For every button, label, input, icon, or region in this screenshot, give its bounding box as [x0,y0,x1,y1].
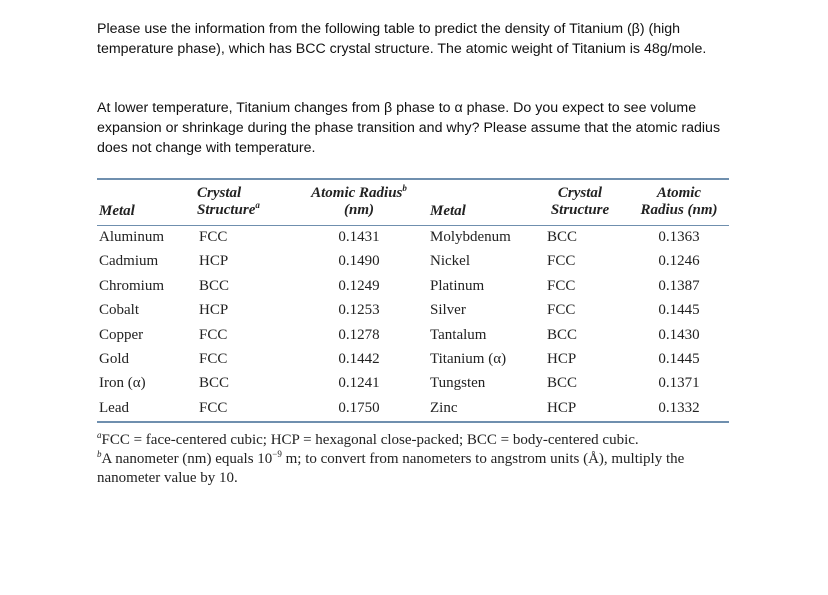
cell-atomic-radius-right: 0.1371 [658,375,700,392]
atomic-radius-table [97,178,729,423]
cell-crystal-structure: FCC [199,326,228,343]
cell-crystal-structure-right: HCP [547,350,577,367]
question-paragraph-2: At lower temperature, Titanium changes from β phase to α phase. Do you expect to see volume expansion or shrinkage during the phase transition and why? Please assume that the atomic radius does not change with temperature. [97,100,721,156]
table-row [97,372,729,396]
cell-metal-right: Tungsten [430,375,486,392]
cell-metal-right: Molybdenum [430,229,511,245]
cell-atomic-radius: 0.1249 [338,277,380,294]
table-body [97,226,729,421]
table-bottom-rule [97,421,729,423]
cell-crystal-structure-right: BCC [547,229,578,245]
table-row [97,250,729,274]
cell-crystal-structure: BCC [199,277,230,294]
cell-atomic-radius: 0.1241 [338,375,380,392]
cell-crystal-structure-right: FCC [547,302,576,319]
cell-atomic-radius: 0.1253 [338,302,380,319]
header-crystal-structure: Crystal Structure$^a$ [197,185,260,218]
cell-crystal-structure-right: FCC [547,253,576,270]
table-footnotes [97,431,747,488]
cell-atomic-radius-right: 0.1246 [658,253,700,270]
cell-atomic-radius: 0.1442 [338,350,380,367]
cell-crystal-structure: FCC [199,350,228,367]
cell-crystal-structure-right: FCC [547,277,576,294]
cell-atomic-radius-right: 0.1445 [658,350,700,367]
cell-metal: Copper [99,326,144,343]
question-paragraph-1: Please use the information from the following table to predict the density of Titanium (β) (high temperature phase), which has BCC crystal structure. The atomic weight of Titanium is 48g/mole. [97,21,707,57]
cell-metal: Iron (α) [99,375,146,392]
cell-metal-right: Silver [430,302,466,319]
table-header [97,180,729,225]
cell-atomic-radius: 0.1750 [338,399,380,416]
cell-metal-right: Zinc [430,399,458,416]
cell-metal: Cadmium [99,253,159,270]
table-row [97,275,729,299]
footnote-a: $^a$FCC = face-centered cubic; HCP = hexagonal close-packed; BCC = body-centered cubic. [97,430,639,448]
cell-atomic-radius: 0.1431 [338,229,380,245]
table-row [97,324,729,348]
header-atomic-radius: Atomic Radius$^b$ (nm) [311,183,407,218]
cell-metal-right: Titanium (α) [430,350,507,367]
cell-atomic-radius: 0.1490 [338,253,380,270]
cell-atomic-radius-right: 0.1363 [658,229,700,245]
cell-atomic-radius-right: 0.1430 [658,326,700,343]
footnote-b: $^b$A nanometer (nm) equals $10^{-9}$ m; to convert from nanometers to angstrom units (Å), multiply the nanometer value by 10. [97,449,685,486]
cell-atomic-radius-right: 0.1332 [658,399,700,416]
table-row [97,299,729,323]
cell-metal: Lead [99,399,129,416]
cell-metal-right: Tantalum [430,326,487,343]
table-row [97,226,729,250]
cell-crystal-structure: BCC [199,375,230,392]
cell-crystal-structure-right: HCP [547,399,577,416]
header-metal: Metal [99,203,135,219]
cell-crystal-structure: FCC [199,399,228,416]
cell-metal-right: Nickel [430,253,470,270]
header-metal-right: Metal [430,203,466,219]
header-crystal-structure-right: Crystal Structure [550,185,610,218]
cell-crystal-structure: HCP [199,253,229,270]
cell-crystal-structure: HCP [199,302,229,319]
cell-metal: Gold [99,350,129,367]
header-atomic-radius-right: Atomic Radius (nm) [640,185,718,218]
table-row [97,348,729,372]
table-row [97,397,729,421]
cell-crystal-structure: FCC [199,229,228,245]
cell-metal-right: Platinum [430,277,485,294]
cell-atomic-radius-right: 0.1387 [658,277,700,294]
cell-metal: Chromium [99,277,165,294]
cell-metal: Cobalt [99,302,139,319]
cell-atomic-radius-right: 0.1445 [658,302,700,319]
cell-atomic-radius: 0.1278 [338,326,380,343]
cell-metal: Aluminum [99,229,165,245]
cell-crystal-structure-right: BCC [547,326,578,343]
cell-crystal-structure-right: BCC [547,375,578,392]
